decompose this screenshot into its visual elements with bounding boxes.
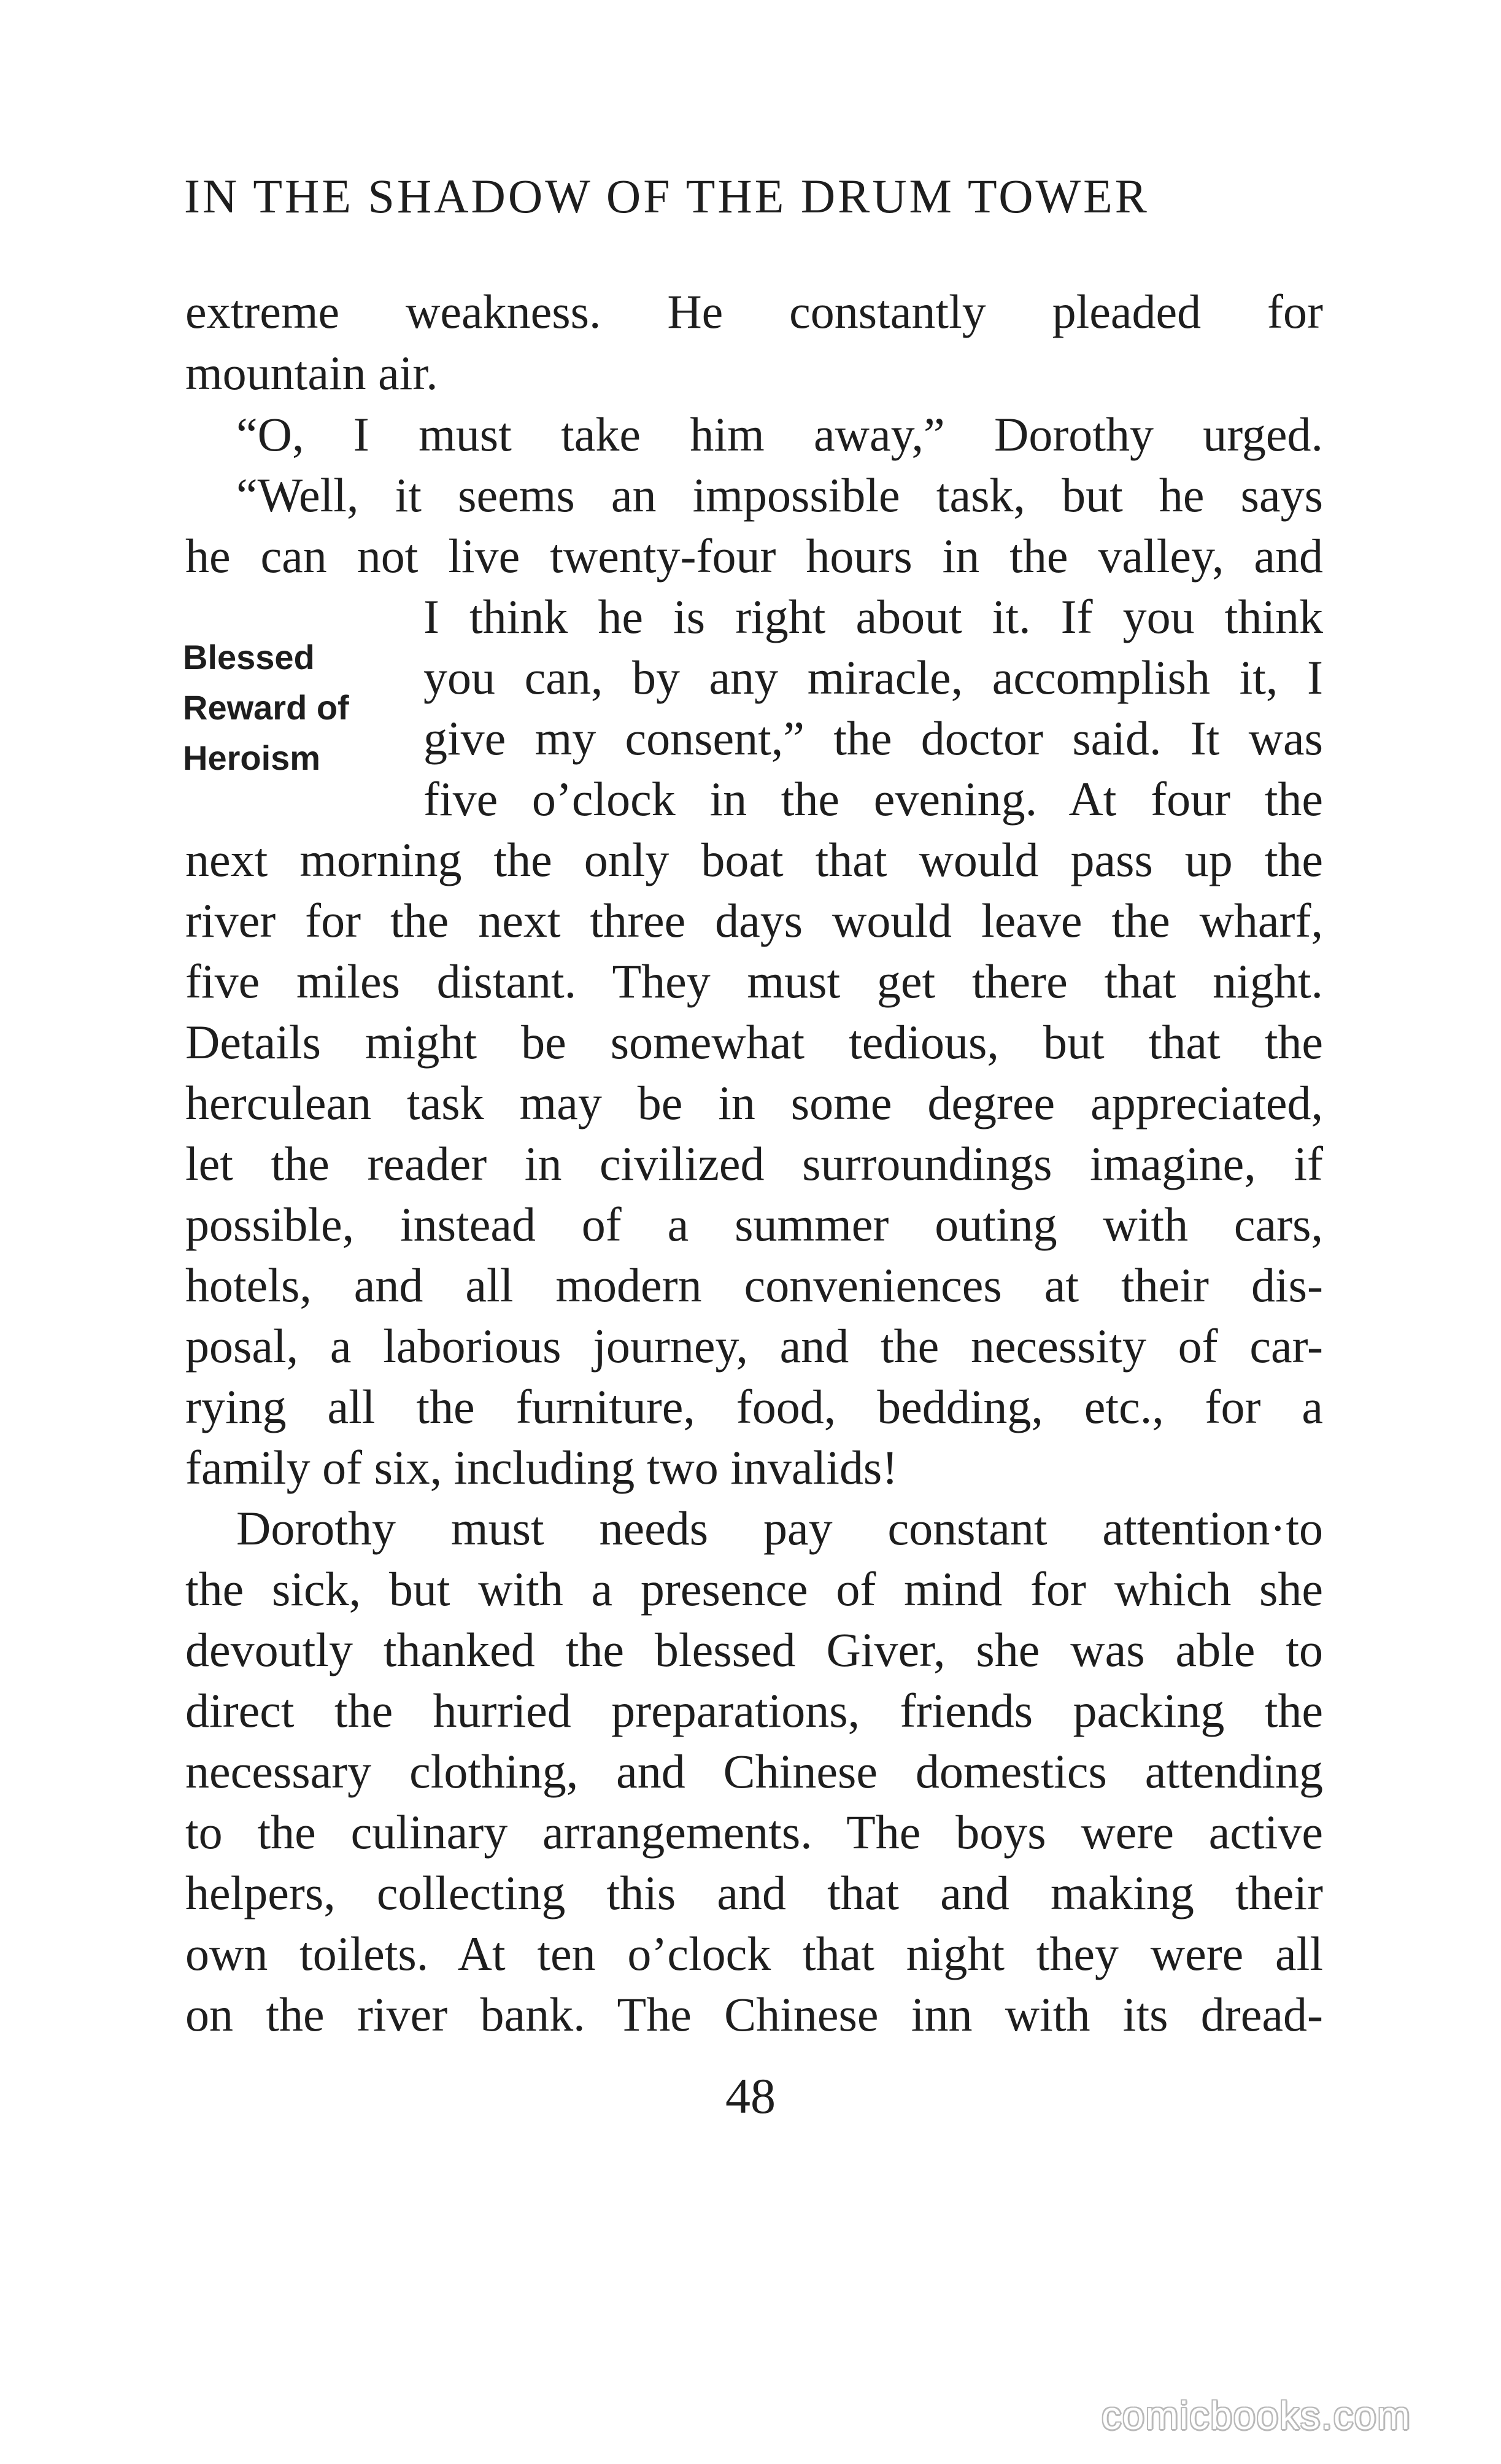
text-line: rying all the furniture, food, bedding, etc., for a: [185, 1380, 1323, 1433]
text-line: let the reader in civilized surroundings imagine, if: [185, 1137, 1323, 1190]
text-line: give my consent,” the doctor said. It was: [423, 711, 1323, 765]
text-line: Details might be somewhat tedious, but that the: [185, 1015, 1323, 1069]
text-line: Dorothy must needs pay constant attention·to: [236, 1501, 1323, 1555]
text-line: helpers, collecting this and that and making their: [185, 1866, 1323, 1920]
text-line: next morning the only boat that would pass up the: [185, 833, 1323, 886]
text-line: possible, instead of a summer outing with cars,: [185, 1198, 1323, 1251]
page-number: 48: [725, 2068, 776, 2124]
text-line: posal, a laborious journey, and the necessity of car-: [185, 1319, 1323, 1373]
text-line: mountain air.: [185, 346, 438, 400]
text-line: herculean task may be in some degree appreciated,: [185, 1076, 1323, 1129]
running-head: IN THE SHADOW OF THE DRUM TOWER: [184, 169, 1149, 223]
text-line: “O, I must take him away,” Dorothy urged.: [236, 408, 1323, 461]
text-line: extreme weakness. He constantly pleaded for: [185, 285, 1323, 338]
text-line: you can, by any miracle, accomplish it, I: [423, 651, 1323, 704]
text-line: direct the hurried preparations, friends packing the: [185, 1684, 1323, 1737]
text-line: family of six, including two invalids!: [185, 1441, 898, 1494]
text-line: hotels, and all modern conveniences at their dis-: [185, 1258, 1323, 1312]
text-line: on the river bank. The Chinese inn with its dread-: [185, 1988, 1323, 2041]
text-line: he can not live twenty-four hours in the valley, and: [185, 529, 1323, 583]
text-line: the sick, but with a presence of mind for which she: [185, 1562, 1323, 1616]
text-line: to the culinary arrangements. The boys were active: [185, 1805, 1323, 1859]
text-line: river for the next three days would leave the wharf,: [185, 894, 1323, 947]
text-line: own toilets. At ten o’clock that night they were all: [185, 1927, 1323, 1980]
text-line: necessary clothing, and Chinese domestics attending: [185, 1745, 1323, 1798]
text-line: five miles distant. They must get there that night.: [185, 955, 1323, 1008]
margin-note-line: Reward of: [183, 688, 349, 727]
text-line: “Well, it seems an impossible task, but he says: [236, 468, 1323, 522]
text-line: I think he is right about it. If you think: [423, 590, 1323, 643]
text-line: five o’clock in the evening. At four the: [423, 772, 1323, 826]
text-line: devoutly thanked the blessed Giver, she was able to: [185, 1623, 1323, 1676]
watermark: comicbooks.com: [1102, 2393, 1411, 2438]
margin-note-line: Heroism: [183, 738, 321, 777]
margin-note-line: Blessed: [183, 638, 315, 676]
